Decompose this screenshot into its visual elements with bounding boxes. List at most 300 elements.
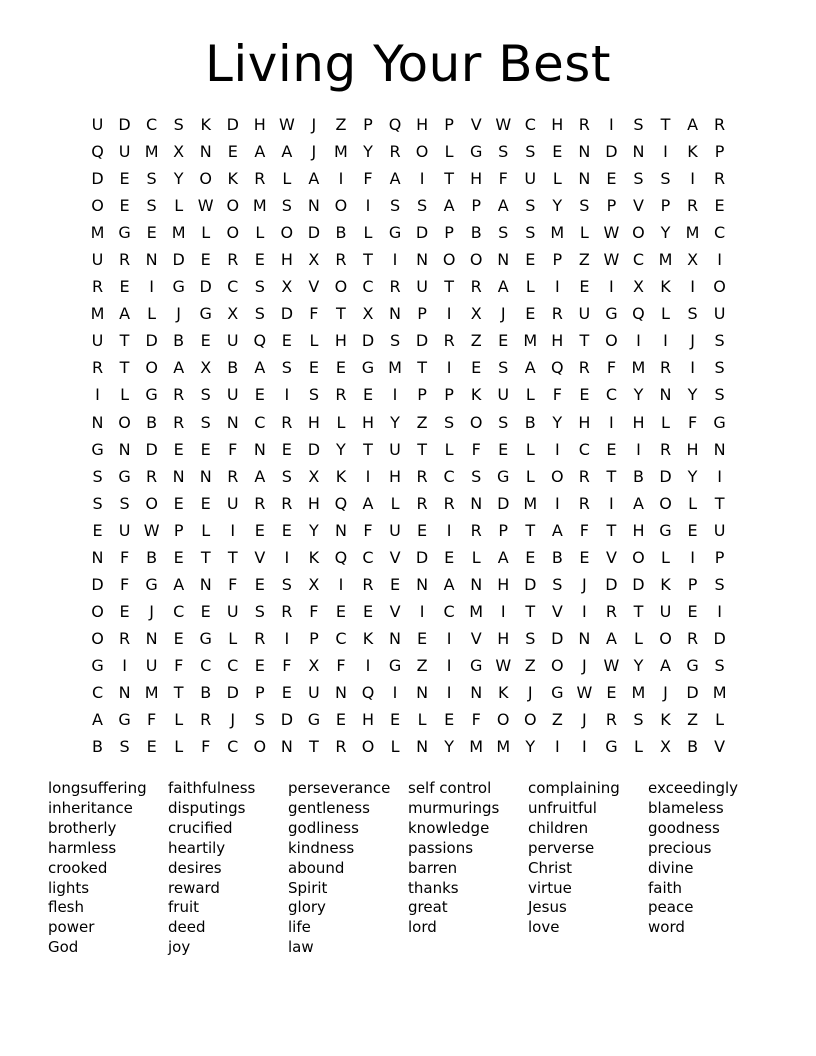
- grid-letter[interactable]: G: [713, 412, 726, 432]
- grid-letter[interactable]: S: [633, 710, 644, 730]
- grid-letter[interactable]: K: [660, 574, 671, 594]
- grid-letter[interactable]: P: [714, 142, 725, 162]
- grid-letter[interactable]: O: [145, 358, 158, 378]
- grid-letter[interactable]: R: [200, 710, 212, 730]
- grid-letter[interactable]: O: [632, 223, 645, 243]
- grid-letter[interactable]: X: [687, 250, 699, 270]
- grid-letter[interactable]: E: [579, 277, 590, 297]
- grid-letter[interactable]: O: [280, 223, 294, 243]
- grid-letter[interactable]: E: [254, 385, 265, 405]
- grid-letter[interactable]: K: [660, 710, 671, 730]
- grid-letter[interactable]: C: [227, 277, 239, 297]
- grid-letter[interactable]: E: [444, 547, 455, 567]
- grid-letter[interactable]: S: [525, 223, 536, 243]
- grid-letter[interactable]: X: [200, 358, 212, 378]
- grid-letter[interactable]: G: [469, 142, 483, 162]
- grid-letter[interactable]: U: [524, 169, 537, 189]
- grid-letter[interactable]: C: [335, 628, 347, 648]
- grid-letter[interactable]: X: [308, 574, 320, 594]
- grid-letter[interactable]: L: [525, 466, 535, 486]
- grid-letter[interactable]: O: [199, 169, 212, 189]
- grid-letter[interactable]: S: [417, 196, 428, 216]
- grid-letter[interactable]: I: [365, 655, 371, 675]
- grid-letter[interactable]: T: [606, 466, 617, 486]
- grid-letter[interactable]: G: [145, 385, 158, 405]
- grid-letter[interactable]: D: [632, 574, 645, 594]
- grid-letter[interactable]: Y: [633, 655, 644, 675]
- grid-letter[interactable]: S: [308, 385, 319, 405]
- grid-letter[interactable]: R: [686, 196, 699, 216]
- grid-letter[interactable]: Q: [91, 142, 104, 162]
- grid-letter[interactable]: U: [145, 655, 158, 675]
- grid-letter[interactable]: L: [174, 710, 184, 730]
- grid-letter[interactable]: A: [687, 115, 699, 135]
- grid-letter[interactable]: N: [145, 250, 158, 270]
- grid-letter[interactable]: U: [578, 304, 591, 324]
- grid-letter[interactable]: W: [495, 115, 512, 135]
- grid-letter[interactable]: E: [146, 737, 157, 757]
- grid-letter[interactable]: I: [636, 331, 641, 351]
- grid-letter[interactable]: F: [471, 710, 481, 730]
- grid-letter[interactable]: T: [363, 439, 373, 459]
- grid-letter[interactable]: H: [551, 115, 564, 135]
- grid-letter[interactable]: C: [146, 115, 158, 135]
- grid-letter[interactable]: I: [284, 628, 290, 648]
- grid-letter[interactable]: D: [91, 169, 104, 189]
- grid-letter[interactable]: K: [227, 169, 238, 189]
- grid-letter[interactable]: Y: [660, 223, 671, 243]
- grid-letter[interactable]: I: [419, 601, 425, 621]
- grid-letter[interactable]: C: [632, 250, 645, 270]
- grid-letter[interactable]: E: [335, 710, 346, 730]
- grid-letter[interactable]: M: [631, 683, 646, 702]
- grid-letter[interactable]: J: [311, 142, 317, 162]
- grid-letter[interactable]: G: [118, 710, 131, 730]
- grid-letter[interactable]: E: [389, 710, 401, 730]
- grid-letter[interactable]: Y: [390, 412, 400, 432]
- grid-letter[interactable]: D: [280, 304, 294, 324]
- grid-letter[interactable]: M: [469, 601, 484, 621]
- grid-letter[interactable]: I: [446, 358, 452, 378]
- grid-letter[interactable]: V: [389, 601, 401, 621]
- grid-letter[interactable]: N: [578, 142, 591, 162]
- grid-letter[interactable]: T: [309, 737, 319, 757]
- grid-letter[interactable]: G: [361, 358, 375, 378]
- grid-letter[interactable]: G: [199, 304, 212, 324]
- grid-letter[interactable]: D: [307, 223, 321, 243]
- grid-letter[interactable]: U: [416, 277, 428, 297]
- grid-letter[interactable]: V: [308, 277, 320, 297]
- grid-letter[interactable]: Y: [687, 385, 698, 405]
- grid-letter[interactable]: R: [254, 169, 266, 189]
- grid-letter[interactable]: P: [606, 196, 617, 216]
- grid-letter[interactable]: Z: [578, 250, 590, 270]
- grid-letter[interactable]: S: [444, 412, 455, 432]
- grid-letter[interactable]: T: [579, 331, 590, 351]
- grid-letter[interactable]: Z: [416, 655, 428, 675]
- grid-letter[interactable]: T: [119, 358, 130, 378]
- grid-letter[interactable]: J: [500, 304, 506, 324]
- grid-letter[interactable]: N: [199, 574, 212, 594]
- grid-letter[interactable]: L: [228, 628, 238, 648]
- grid-letter[interactable]: R: [119, 628, 131, 648]
- grid-letter[interactable]: B: [173, 331, 185, 351]
- grid-letter[interactable]: R: [362, 574, 374, 594]
- grid-letter[interactable]: S: [579, 196, 590, 216]
- grid-letter[interactable]: E: [281, 439, 292, 459]
- grid-letter[interactable]: W: [603, 655, 620, 675]
- grid-letter[interactable]: Y: [336, 439, 346, 459]
- grid-letter[interactable]: X: [308, 655, 320, 675]
- grid-letter[interactable]: I: [392, 385, 398, 405]
- grid-letter[interactable]: H: [470, 169, 483, 189]
- grid-letter[interactable]: C: [200, 655, 212, 675]
- grid-letter[interactable]: N: [199, 142, 212, 162]
- grid-letter[interactable]: E: [254, 520, 265, 540]
- grid-letter[interactable]: E: [200, 439, 211, 459]
- grid-letter[interactable]: M: [550, 223, 565, 243]
- grid-letter[interactable]: R: [146, 466, 158, 486]
- grid-letter[interactable]: B: [92, 737, 104, 757]
- grid-letter[interactable]: I: [284, 385, 290, 405]
- grid-letter[interactable]: N: [280, 737, 293, 757]
- grid-letter[interactable]: D: [605, 142, 618, 162]
- grid-letter[interactable]: F: [552, 385, 562, 405]
- grid-letter[interactable]: O: [118, 412, 131, 432]
- grid-letter[interactable]: W: [495, 655, 512, 675]
- grid-letter[interactable]: T: [444, 169, 455, 189]
- grid-letter[interactable]: N: [334, 520, 347, 540]
- grid-letter[interactable]: L: [634, 737, 643, 757]
- grid-letter[interactable]: S: [119, 493, 130, 513]
- grid-letter[interactable]: L: [525, 385, 535, 405]
- grid-letter[interactable]: N: [389, 628, 402, 648]
- grid-letter[interactable]: L: [120, 385, 130, 405]
- grid-letter[interactable]: K: [470, 385, 482, 405]
- grid-letter[interactable]: N: [226, 412, 239, 432]
- grid-letter[interactable]: N: [334, 683, 347, 702]
- grid-letter[interactable]: H: [307, 412, 320, 432]
- grid-letter[interactable]: B: [146, 412, 158, 432]
- grid-letter[interactable]: L: [390, 493, 400, 513]
- grid-letter[interactable]: L: [552, 169, 562, 189]
- grid-letter[interactable]: I: [419, 169, 425, 189]
- grid-letter[interactable]: U: [91, 115, 104, 135]
- grid-letter[interactable]: R: [416, 466, 428, 486]
- grid-letter[interactable]: D: [551, 628, 564, 648]
- grid-letter[interactable]: C: [227, 737, 239, 757]
- grid-letter[interactable]: L: [201, 223, 211, 243]
- grid-letter[interactable]: I: [392, 683, 398, 702]
- grid-letter[interactable]: Q: [361, 683, 375, 702]
- grid-letter[interactable]: N: [713, 439, 726, 459]
- grid-letter[interactable]: R: [335, 737, 347, 757]
- grid-letter[interactable]: N: [470, 574, 483, 594]
- grid-letter[interactable]: D: [659, 466, 672, 486]
- grid-letter[interactable]: E: [254, 250, 265, 270]
- grid-letter[interactable]: E: [281, 520, 292, 540]
- grid-letter[interactable]: A: [119, 304, 131, 324]
- grid-letter[interactable]: C: [362, 277, 374, 297]
- grid-letter[interactable]: I: [446, 628, 452, 648]
- grid-letter[interactable]: N: [416, 574, 429, 594]
- grid-letter[interactable]: U: [226, 493, 239, 513]
- grid-letter[interactable]: L: [444, 142, 454, 162]
- grid-letter[interactable]: Q: [632, 304, 645, 324]
- grid-letter[interactable]: H: [632, 520, 645, 540]
- grid-letter[interactable]: X: [470, 304, 482, 324]
- grid-letter[interactable]: E: [498, 331, 509, 351]
- grid-letter[interactable]: S: [660, 169, 671, 189]
- grid-letter[interactable]: X: [308, 466, 320, 486]
- grid-letter[interactable]: A: [389, 169, 401, 189]
- grid-letter[interactable]: C: [173, 601, 185, 621]
- grid-letter[interactable]: I: [365, 196, 371, 216]
- grid-letter[interactable]: G: [497, 466, 510, 486]
- grid-letter[interactable]: B: [335, 223, 347, 243]
- grid-letter[interactable]: F: [579, 520, 589, 540]
- grid-letter[interactable]: V: [254, 547, 266, 567]
- grid-letter[interactable]: X: [173, 142, 185, 162]
- grid-letter[interactable]: I: [95, 385, 100, 405]
- grid-letter[interactable]: Z: [335, 115, 347, 135]
- grid-letter[interactable]: E: [525, 304, 536, 324]
- grid-letter[interactable]: G: [199, 628, 212, 648]
- grid-letter[interactable]: H: [578, 412, 591, 432]
- grid-letter[interactable]: S: [498, 223, 509, 243]
- grid-letter[interactable]: R: [551, 304, 563, 324]
- grid-letter[interactable]: M: [171, 223, 186, 243]
- grid-letter[interactable]: I: [446, 520, 452, 540]
- grid-letter[interactable]: G: [91, 655, 104, 675]
- grid-letter[interactable]: Y: [173, 169, 184, 189]
- grid-letter[interactable]: T: [606, 520, 617, 540]
- grid-letter[interactable]: L: [309, 331, 319, 351]
- grid-letter[interactable]: N: [118, 683, 131, 702]
- grid-letter[interactable]: T: [660, 115, 671, 135]
- grid-letter[interactable]: C: [443, 466, 455, 486]
- grid-letter[interactable]: E: [173, 547, 184, 567]
- grid-letter[interactable]: Z: [551, 710, 563, 730]
- grid-letter[interactable]: I: [609, 115, 614, 135]
- grid-letter[interactable]: R: [91, 358, 104, 378]
- grid-letter[interactable]: Q: [334, 547, 348, 567]
- grid-letter[interactable]: O: [442, 250, 456, 270]
- grid-letter[interactable]: I: [609, 412, 614, 432]
- grid-letter[interactable]: T: [227, 547, 238, 567]
- grid-letter[interactable]: U: [226, 331, 239, 351]
- grid-letter[interactable]: N: [91, 547, 104, 567]
- grid-letter[interactable]: F: [119, 574, 130, 594]
- grid-letter[interactable]: E: [362, 601, 374, 621]
- grid-letter[interactable]: I: [717, 250, 722, 270]
- grid-letter[interactable]: O: [226, 223, 240, 243]
- grid-letter[interactable]: A: [524, 358, 536, 378]
- grid-letter[interactable]: H: [361, 710, 374, 730]
- grid-letter[interactable]: D: [226, 683, 239, 702]
- grid-letter[interactable]: I: [609, 277, 614, 297]
- grid-letter[interactable]: C: [362, 547, 374, 567]
- grid-letter[interactable]: L: [471, 547, 481, 567]
- grid-letter[interactable]: J: [527, 683, 533, 702]
- grid-letter[interactable]: C: [443, 601, 455, 621]
- grid-letter[interactable]: E: [335, 358, 346, 378]
- grid-letter[interactable]: F: [498, 169, 508, 189]
- grid-letter[interactable]: A: [362, 493, 374, 513]
- grid-letter[interactable]: E: [714, 196, 725, 216]
- grid-letter[interactable]: T: [444, 277, 455, 297]
- grid-letter[interactable]: N: [91, 412, 104, 432]
- grid-letter[interactable]: E: [200, 331, 211, 351]
- grid-letter[interactable]: W: [197, 196, 214, 216]
- grid-letter[interactable]: N: [416, 250, 429, 270]
- grid-letter[interactable]: O: [91, 628, 104, 648]
- grid-letter[interactable]: L: [444, 439, 454, 459]
- grid-letter[interactable]: H: [280, 250, 293, 270]
- grid-letter[interactable]: S: [389, 196, 401, 216]
- grid-letter[interactable]: W: [603, 223, 620, 243]
- grid-letter[interactable]: N: [307, 196, 320, 216]
- grid-letter[interactable]: P: [687, 574, 698, 594]
- grid-letter[interactable]: B: [200, 683, 212, 702]
- grid-letter[interactable]: L: [255, 223, 265, 243]
- grid-letter[interactable]: A: [173, 574, 185, 594]
- grid-letter[interactable]: N: [416, 683, 429, 702]
- grid-letter[interactable]: E: [606, 439, 617, 459]
- grid-letter[interactable]: N: [118, 439, 131, 459]
- grid-letter[interactable]: D: [713, 628, 726, 648]
- grid-letter[interactable]: K: [660, 277, 671, 297]
- grid-letter[interactable]: I: [554, 493, 560, 513]
- grid-letter[interactable]: N: [578, 628, 591, 648]
- grid-letter[interactable]: U: [308, 683, 320, 702]
- grid-letter[interactable]: P: [173, 520, 184, 540]
- grid-letter[interactable]: M: [496, 737, 511, 757]
- grid-letter[interactable]: S: [714, 655, 725, 675]
- grid-letter[interactable]: N: [578, 169, 591, 189]
- grid-letter[interactable]: T: [363, 250, 373, 270]
- grid-letter[interactable]: T: [714, 493, 725, 513]
- grid-letter[interactable]: D: [91, 574, 104, 594]
- grid-letter[interactable]: N: [632, 142, 645, 162]
- grid-letter[interactable]: K: [335, 466, 347, 486]
- grid-letter[interactable]: Y: [552, 412, 563, 432]
- grid-letter[interactable]: D: [145, 331, 158, 351]
- grid-letter[interactable]: R: [578, 493, 590, 513]
- grid-letter[interactable]: Z: [470, 331, 482, 351]
- grid-letter[interactable]: F: [471, 439, 481, 459]
- grid-letter[interactable]: K: [308, 547, 320, 567]
- grid-letter[interactable]: T: [525, 601, 536, 621]
- grid-letter[interactable]: H: [307, 493, 320, 513]
- grid-letter[interactable]: C: [714, 223, 726, 243]
- grid-letter[interactable]: F: [606, 358, 617, 378]
- grid-letter[interactable]: P: [444, 385, 454, 405]
- grid-letter[interactable]: P: [552, 250, 563, 270]
- grid-letter[interactable]: Q: [253, 331, 267, 351]
- grid-letter[interactable]: S: [389, 331, 401, 351]
- grid-letter[interactable]: O: [523, 710, 537, 730]
- grid-letter[interactable]: O: [91, 601, 104, 621]
- grid-letter[interactable]: A: [254, 142, 266, 162]
- grid-letter[interactable]: S: [146, 196, 157, 216]
- grid-letter[interactable]: I: [690, 169, 695, 189]
- grid-letter[interactable]: E: [687, 601, 698, 621]
- grid-letter[interactable]: E: [552, 142, 563, 162]
- grid-letter[interactable]: V: [605, 547, 617, 567]
- grid-letter[interactable]: E: [173, 628, 184, 648]
- grid-letter[interactable]: E: [579, 547, 590, 567]
- grid-letter[interactable]: S: [498, 142, 509, 162]
- grid-letter[interactable]: F: [336, 655, 346, 675]
- grid-letter[interactable]: L: [634, 628, 643, 648]
- grid-letter[interactable]: E: [606, 169, 617, 189]
- grid-letter[interactable]: A: [497, 277, 509, 297]
- grid-letter[interactable]: S: [200, 385, 211, 405]
- grid-letter[interactable]: I: [636, 439, 641, 459]
- grid-letter[interactable]: O: [415, 142, 429, 162]
- grid-letter[interactable]: A: [632, 493, 644, 513]
- grid-letter[interactable]: D: [172, 250, 185, 270]
- grid-letter[interactable]: G: [172, 277, 185, 297]
- grid-letter[interactable]: S: [254, 304, 265, 324]
- grid-letter[interactable]: I: [717, 601, 722, 621]
- grid-letter[interactable]: M: [90, 304, 105, 324]
- grid-letter[interactable]: U: [659, 601, 672, 621]
- grid-letter[interactable]: O: [226, 196, 240, 216]
- grid-letter[interactable]: H: [361, 412, 374, 432]
- grid-letter[interactable]: W: [576, 683, 593, 702]
- grid-letter[interactable]: C: [227, 655, 239, 675]
- grid-letter[interactable]: T: [525, 520, 536, 540]
- grid-letter[interactable]: A: [92, 710, 103, 730]
- grid-letter[interactable]: A: [173, 358, 185, 378]
- grid-letter[interactable]: C: [254, 412, 266, 432]
- grid-letter[interactable]: E: [200, 601, 211, 621]
- grid-letter[interactable]: A: [497, 547, 509, 567]
- grid-letter[interactable]: L: [417, 710, 427, 730]
- grid-letter[interactable]: D: [686, 683, 699, 702]
- grid-letter[interactable]: I: [582, 737, 587, 757]
- grid-letter[interactable]: D: [415, 331, 429, 351]
- grid-letter[interactable]: I: [554, 737, 560, 757]
- grid-letter[interactable]: X: [632, 277, 644, 297]
- grid-letter[interactable]: V: [632, 196, 644, 216]
- grid-letter[interactable]: S: [714, 385, 725, 405]
- grid-letter[interactable]: Y: [525, 737, 536, 757]
- grid-letter[interactable]: D: [118, 115, 131, 135]
- grid-letter[interactable]: L: [336, 412, 346, 432]
- grid-letter[interactable]: J: [582, 710, 587, 730]
- grid-letter[interactable]: I: [663, 142, 668, 162]
- grid-letter[interactable]: E: [146, 223, 157, 243]
- grid-letter[interactable]: F: [228, 574, 238, 594]
- grid-letter[interactable]: L: [174, 196, 184, 216]
- grid-letter[interactable]: U: [497, 385, 510, 405]
- grid-letter[interactable]: P: [660, 196, 671, 216]
- grid-letter[interactable]: F: [282, 655, 292, 675]
- grid-letter[interactable]: S: [173, 115, 184, 135]
- grid-letter[interactable]: H: [497, 628, 510, 648]
- grid-letter[interactable]: H: [686, 439, 699, 459]
- grid-letter[interactable]: A: [605, 628, 617, 648]
- grid-letter[interactable]: Y: [309, 520, 319, 540]
- grid-letter[interactable]: R: [227, 250, 239, 270]
- grid-letter[interactable]: R: [335, 385, 347, 405]
- grid-letter[interactable]: I: [690, 547, 695, 567]
- grid-letter[interactable]: H: [389, 466, 402, 486]
- grid-letter[interactable]: A: [281, 142, 293, 162]
